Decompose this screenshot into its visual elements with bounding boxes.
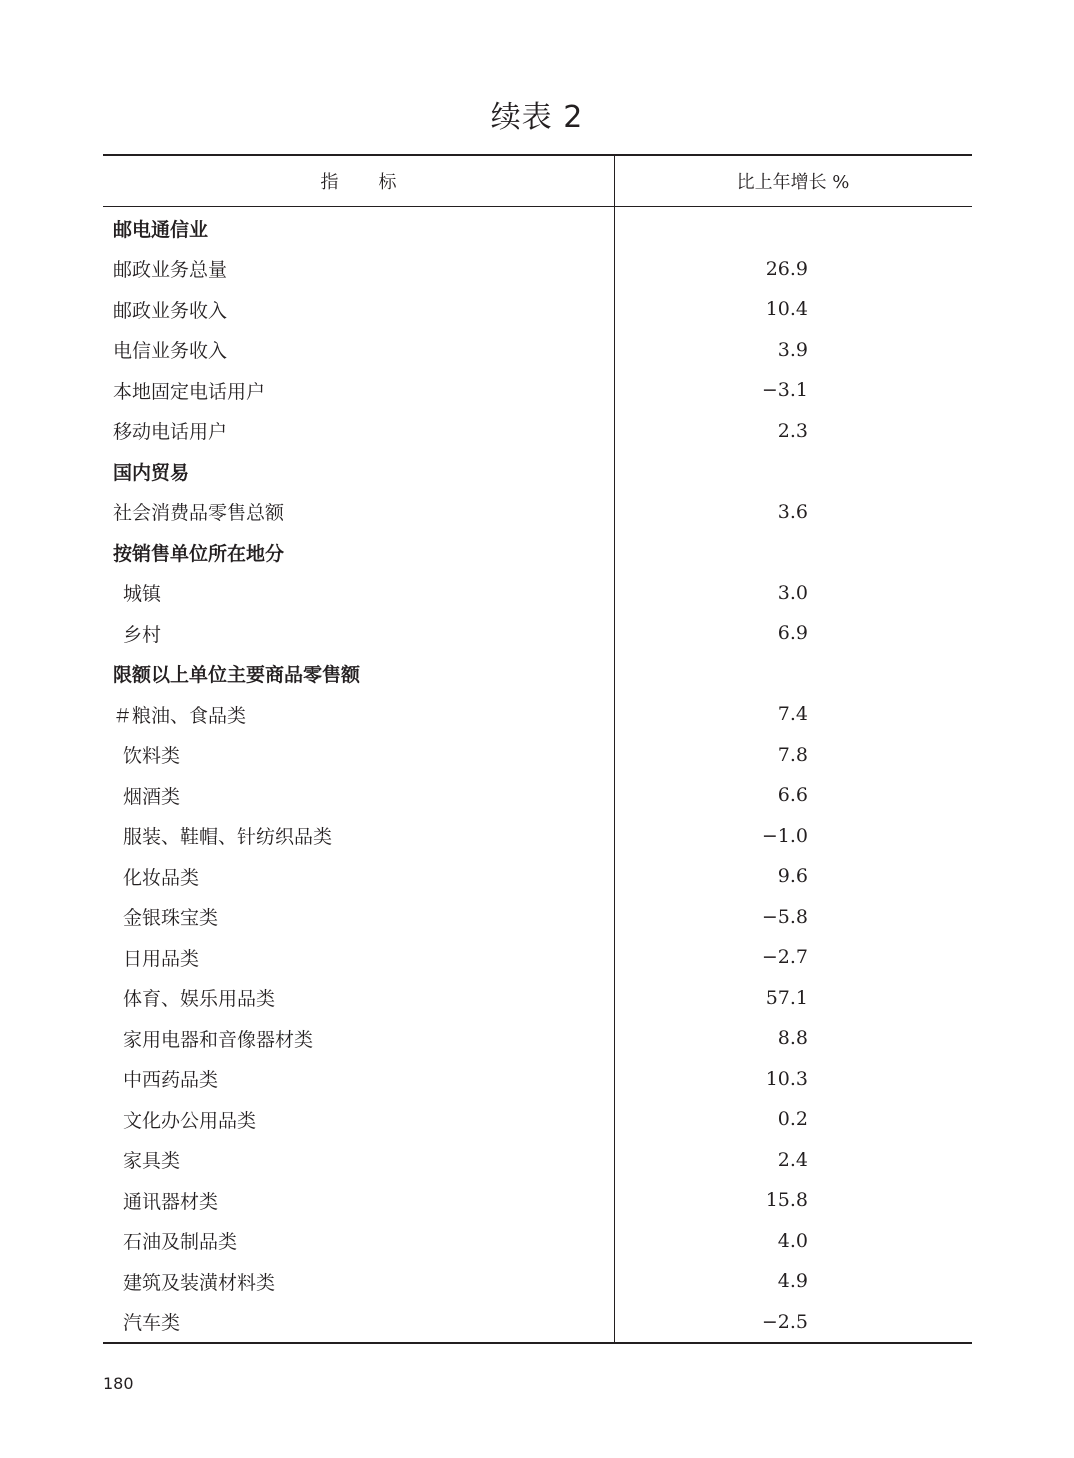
- row-label: 移动电话用户: [113, 421, 228, 444]
- row-value-cell: [614, 1189, 972, 1211]
- table-row: [103, 492, 972, 533]
- row-value-cell: [614, 258, 972, 280]
- row-value-cell: [614, 298, 972, 320]
- row-value: 2.3: [777, 419, 808, 442]
- row-value: −2.7: [761, 946, 808, 969]
- row-value-cell: [614, 825, 972, 847]
- row-value: 9.6: [777, 865, 808, 888]
- row-value-cell: [614, 217, 972, 239]
- row-label: 通讯器材类: [123, 1190, 219, 1213]
- table-row: [103, 1140, 972, 1181]
- table-row: [103, 208, 972, 249]
- row-value: 57.1: [765, 986, 808, 1009]
- page-number: 180: [103, 1374, 134, 1393]
- table-row: [103, 856, 972, 897]
- row-value-cell: [614, 339, 972, 361]
- table-row: [103, 654, 972, 695]
- table-row: [103, 249, 972, 290]
- row-value-cell: [614, 460, 972, 482]
- table-row: [103, 370, 972, 411]
- row-value: 26.9: [765, 257, 808, 280]
- row-label: 电信业务收入: [113, 340, 228, 363]
- row-value-cell: [614, 420, 972, 442]
- row-label: 化妆品类: [123, 866, 200, 889]
- header-indicator-part-2: 标: [378, 172, 397, 193]
- table-row: [103, 573, 972, 614]
- row-label: 金银珠宝类: [123, 907, 219, 930]
- row-label: 家用电器和音像器材类: [123, 1028, 314, 1051]
- row-label: 石油及制品类: [123, 1231, 238, 1254]
- row-label: 邮政业务总量: [113, 259, 228, 282]
- row-value-cell: [614, 1230, 972, 1252]
- row-value-cell: [614, 379, 972, 401]
- row-label: 城镇: [123, 583, 162, 606]
- row-value-cell: [614, 1149, 972, 1171]
- row-label: 按销售单位所在地分: [113, 542, 285, 565]
- row-label: 社会消费品零售总额: [113, 502, 285, 525]
- row-value-cell: [614, 865, 972, 887]
- row-value: 2.4: [777, 1148, 808, 1171]
- row-value-cell: [614, 987, 972, 1009]
- table-row: [103, 816, 972, 857]
- row-value: 0.2: [777, 1108, 808, 1131]
- table-row: [103, 613, 972, 654]
- row-value: 8.8: [777, 1027, 808, 1050]
- row-value: 7.8: [777, 743, 808, 766]
- row-label: 汽车类: [123, 1312, 181, 1335]
- row-value: −1.0: [761, 824, 808, 847]
- row-label: 中西药品类: [123, 1069, 219, 1092]
- row-label: ＃粮油、食品类: [113, 704, 247, 727]
- row-label: 日用品类: [123, 947, 200, 970]
- table-row: [103, 1018, 972, 1059]
- header-growth: 比上年增长 %: [736, 172, 850, 193]
- row-label: 建筑及装潢材料类: [123, 1271, 276, 1294]
- page-title: 续表 2: [490, 100, 584, 135]
- row-label: 服装、鞋帽、针纺织品类: [123, 826, 333, 849]
- row-value: 15.8: [765, 1189, 808, 1212]
- row-value: 3.6: [777, 500, 808, 523]
- row-value-cell: [614, 784, 972, 806]
- row-value: 4.9: [777, 1270, 808, 1293]
- table-row: [103, 1059, 972, 1100]
- row-label: 限额以上单位主要商品零售额: [113, 664, 361, 687]
- row-value: 10.4: [765, 298, 808, 321]
- row-label: 邮电通信业: [113, 218, 209, 241]
- row-value-cell: [614, 1270, 972, 1292]
- table-row: [103, 451, 972, 492]
- table-row: [103, 694, 972, 735]
- row-label: 家具类: [123, 1150, 181, 1173]
- row-value-cell: [614, 1027, 972, 1049]
- row-value-cell: [614, 744, 972, 766]
- row-value: −5.8: [761, 905, 808, 928]
- statistics-table: [103, 154, 972, 1344]
- header-indicator-part-1: 指: [320, 172, 339, 193]
- row-value-cell: [614, 1068, 972, 1090]
- table-row: [103, 1180, 972, 1221]
- row-value: 10.3: [765, 1067, 808, 1090]
- row-label: 体育、娱乐用品类: [123, 988, 276, 1011]
- table-row: [103, 330, 972, 371]
- row-value: 6.6: [777, 784, 808, 807]
- table-row: [103, 411, 972, 452]
- table-row: [103, 1302, 972, 1343]
- row-value-cell: [614, 582, 972, 604]
- row-label: 乡村: [123, 623, 162, 646]
- row-label: 本地固定电话用户: [113, 380, 266, 403]
- row-label: 文化办公用品类: [123, 1109, 257, 1132]
- row-value-cell: [614, 906, 972, 928]
- table-row: [103, 775, 972, 816]
- row-value-cell: [614, 663, 972, 685]
- table-header: [103, 156, 972, 207]
- table-body: [103, 207, 972, 1342]
- table-row: [103, 897, 972, 938]
- row-value: 3.9: [777, 338, 808, 361]
- table-row: [103, 978, 972, 1019]
- table-row: [103, 1221, 972, 1262]
- table-row: [103, 735, 972, 776]
- row-value-cell: [614, 622, 972, 644]
- row-value-cell: [614, 541, 972, 563]
- row-value-cell: [614, 501, 972, 523]
- row-value: 6.9: [777, 622, 808, 645]
- row-value-cell: [614, 1311, 972, 1333]
- row-label: 邮政业务收入: [113, 299, 228, 322]
- row-value: −2.5: [761, 1310, 808, 1333]
- table-row: [103, 532, 972, 573]
- row-value: 4.0: [777, 1229, 808, 1252]
- row-value-cell: [614, 1108, 972, 1130]
- table-row: [103, 289, 972, 330]
- row-value: 7.4: [777, 703, 808, 726]
- header-indicator: [103, 168, 614, 194]
- row-label: 国内贸易: [113, 461, 190, 484]
- row-label: 烟酒类: [123, 785, 181, 808]
- row-value-cell: [614, 703, 972, 725]
- table-row: [103, 937, 972, 978]
- row-value: 3.0: [777, 581, 808, 604]
- row-value: −3.1: [761, 379, 808, 402]
- row-value-cell: [614, 946, 972, 968]
- table-row: [103, 1099, 972, 1140]
- table-row: [103, 1261, 972, 1302]
- row-label: 饮料类: [123, 745, 181, 768]
- column-divider: [614, 156, 615, 1342]
